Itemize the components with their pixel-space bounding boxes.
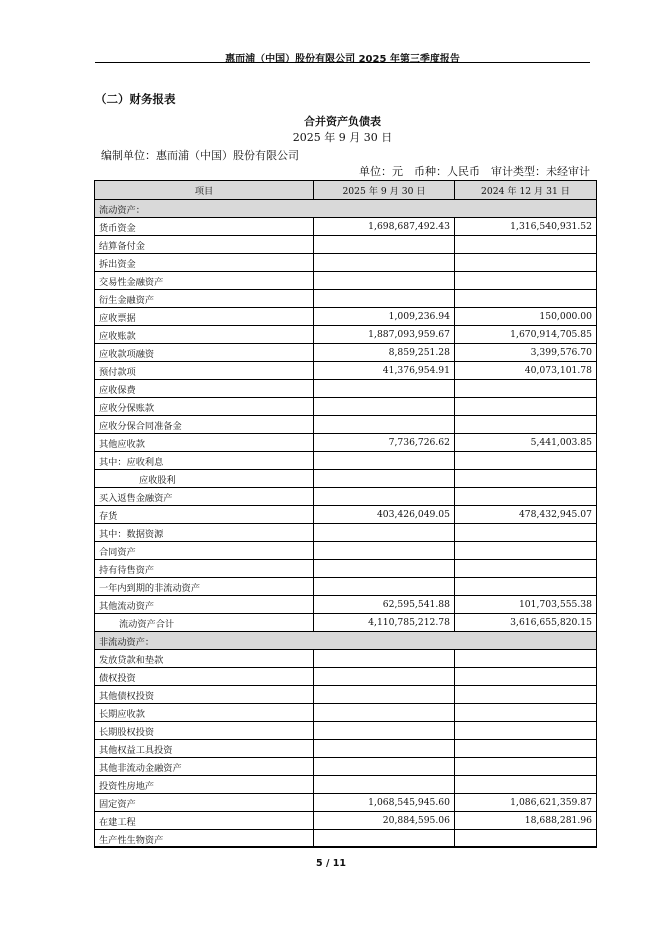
value-2024-12-31: 101,703,555.38: [455, 596, 597, 614]
value-2024-12-31: [455, 380, 597, 398]
table-row: [95, 704, 597, 722]
row-label: 衍生金融资产: [95, 290, 314, 308]
value-2025-09-30: 41,376,954.91: [314, 362, 455, 380]
row-label: 结算备付金: [95, 236, 314, 254]
table-row: [95, 344, 597, 362]
table-row: [95, 632, 597, 650]
table-row: [95, 272, 597, 290]
row-label: 货币资金: [95, 218, 314, 236]
table-row: [95, 452, 597, 470]
table-row: [95, 830, 597, 848]
value-2025-09-30: [314, 524, 455, 542]
row-label: 一年内到期的非流动资产: [95, 578, 314, 596]
row-label: 其他债权投资: [95, 686, 314, 704]
table-row: [95, 416, 597, 434]
table-row: [95, 614, 597, 632]
value-2024-12-31: [455, 776, 597, 794]
value-2024-12-31: [455, 254, 597, 272]
value-2024-12-31: [455, 452, 597, 470]
table-row: [95, 308, 597, 326]
row-label: 其中：数据资源: [95, 524, 314, 542]
value-2024-12-31: 478,432,945.07: [455, 506, 597, 524]
value-2024-12-31: [455, 470, 597, 488]
value-2025-09-30: 403,426,049.05: [314, 506, 455, 524]
table-row: [95, 812, 597, 830]
table-row: [95, 722, 597, 740]
row-label: 其他应收款: [95, 434, 314, 452]
value-2024-12-31: [455, 524, 597, 542]
unit-currency-audit-line: 单位：元 币种：人民币 审计类型：未经审计: [359, 165, 590, 178]
value-2025-09-30: [314, 578, 455, 596]
table-row: [95, 434, 597, 452]
value-2024-12-31: [455, 272, 597, 290]
table-row: [95, 578, 597, 596]
value-2025-09-30: [314, 272, 455, 290]
row-label: 应收保费: [95, 380, 314, 398]
value-2025-09-30: [314, 470, 455, 488]
page-header: 惠而浦（中国）股份有限公司 2025 年第三季度报告: [225, 54, 460, 65]
value-2024-12-31: 40,073,101.78: [455, 362, 597, 380]
table-row: [95, 542, 597, 560]
value-2025-09-30: [314, 722, 455, 740]
value-2024-12-31: 1,670,914,705.85: [455, 326, 597, 344]
row-label: 生产性生物资产: [95, 830, 314, 848]
row-label: 应收账款: [95, 326, 314, 344]
table-row: [95, 290, 597, 308]
value-2024-12-31: [455, 416, 597, 434]
row-label: 合同资产: [95, 542, 314, 560]
value-2024-12-31: 1,316,540,931.52: [455, 218, 597, 236]
table-row: [95, 200, 597, 218]
value-2025-09-30: 4,110,785,212.78: [314, 614, 455, 632]
row-label: 在建工程: [95, 812, 314, 830]
row-label: 买入返售金融资产: [95, 488, 314, 506]
value-2024-12-31: [455, 290, 597, 308]
value-2024-12-31: [455, 488, 597, 506]
section-heading: （二）财务报表: [95, 92, 176, 106]
value-2025-09-30: [314, 686, 455, 704]
table-row: [95, 776, 597, 794]
table-row: [95, 668, 597, 686]
value-2024-12-31: [455, 398, 597, 416]
value-2025-09-30: 20,884,595.06: [314, 812, 455, 830]
row-label: 其他非流动金融资产: [95, 758, 314, 776]
value-2025-09-30: [314, 416, 455, 434]
table-row: [95, 218, 597, 236]
table-row: [95, 560, 597, 578]
statement-title: 合并资产负债表: [304, 115, 381, 128]
value-2024-12-31: [455, 722, 597, 740]
value-2024-12-31: [455, 740, 597, 758]
row-label: 其他权益工具投资: [95, 740, 314, 758]
table-row: [95, 686, 597, 704]
statement-date: 2025 年 9 月 30 日: [292, 131, 393, 144]
column-header-prior: 2024 年 12 月 31 日: [455, 181, 597, 200]
value-2025-09-30: [314, 740, 455, 758]
value-2025-09-30: 7,736,726.62: [314, 434, 455, 452]
value-2025-09-30: [314, 830, 455, 848]
value-2024-12-31: [455, 758, 597, 776]
value-2025-09-30: 1,887,093,959.67: [314, 326, 455, 344]
table-body: [95, 200, 597, 848]
value-2025-09-30: 1,009,236.94: [314, 308, 455, 326]
value-2025-09-30: [314, 254, 455, 272]
value-2024-12-31: [455, 542, 597, 560]
value-2025-09-30: 8,859,251.28: [314, 344, 455, 362]
value-2025-09-30: [314, 758, 455, 776]
row-label: 应收款项融资: [95, 344, 314, 362]
row-label: 发放贷款和垫款: [95, 650, 314, 668]
row-label: 投资性房地产: [95, 776, 314, 794]
table-row: [95, 650, 597, 668]
value-2025-09-30: [314, 290, 455, 308]
row-label: 预付款项: [95, 362, 314, 380]
value-2024-12-31: 18,688,281.96: [455, 812, 597, 830]
row-label: 长期股权投资: [95, 722, 314, 740]
row-label: 存货: [95, 506, 314, 524]
table-row: [95, 596, 597, 614]
row-label: 长期应收款: [95, 704, 314, 722]
value-2024-12-31: 3,616,655,820.15: [455, 614, 597, 632]
row-label: 应收票据: [95, 308, 314, 326]
section-label: 流动资产：: [95, 200, 597, 218]
table-row: [95, 758, 597, 776]
row-label: 应收股利: [95, 470, 314, 488]
value-2025-09-30: [314, 668, 455, 686]
row-label: 其中：应收利息: [95, 452, 314, 470]
row-label: 应收分保合同准备金: [95, 416, 314, 434]
table-row: [95, 794, 597, 812]
value-2025-09-30: [314, 542, 455, 560]
value-2024-12-31: 150,000.00: [455, 308, 597, 326]
row-label: 持有待售资产: [95, 560, 314, 578]
section-label: 非流动资产：: [95, 632, 597, 650]
header-divider: [95, 62, 590, 63]
value-2025-09-30: [314, 380, 455, 398]
value-2025-09-30: [314, 704, 455, 722]
value-2025-09-30: [314, 560, 455, 578]
table-row: [95, 506, 597, 524]
value-2025-09-30: 1,068,545,945.60: [314, 794, 455, 812]
value-2024-12-31: [455, 236, 597, 254]
table-row: [95, 362, 597, 380]
value-2025-09-30: [314, 650, 455, 668]
value-2024-12-31: 5,441,003.85: [455, 434, 597, 452]
balance-sheet-table: [94, 180, 597, 848]
value-2024-12-31: 3,399,576.70: [455, 344, 597, 362]
table-row: [95, 236, 597, 254]
table-row: [95, 524, 597, 542]
column-header-current: 2025 年 9 月 30 日: [314, 181, 455, 200]
value-2024-12-31: [455, 578, 597, 596]
table-row: [95, 488, 597, 506]
value-2025-09-30: [314, 488, 455, 506]
table-header-row: [95, 181, 597, 200]
value-2025-09-30: [314, 236, 455, 254]
table-row: [95, 470, 597, 488]
value-2025-09-30: [314, 776, 455, 794]
value-2024-12-31: [455, 830, 597, 848]
value-2024-12-31: [455, 668, 597, 686]
value-2025-09-30: 62,595,541.88: [314, 596, 455, 614]
value-2024-12-31: [455, 560, 597, 578]
page-number: 5 / 11: [316, 858, 346, 869]
value-2025-09-30: [314, 398, 455, 416]
table-row: [95, 398, 597, 416]
compiling-unit: 编制单位：惠而浦（中国）股份有限公司: [101, 149, 299, 162]
value-2024-12-31: [455, 650, 597, 668]
row-label: 其他流动资产: [95, 596, 314, 614]
row-label: 拆出资金: [95, 254, 314, 272]
table-row: [95, 254, 597, 272]
value-2024-12-31: [455, 686, 597, 704]
row-label: 应收分保账款: [95, 398, 314, 416]
row-label: 流动资产合计: [95, 614, 314, 632]
row-label: 债权投资: [95, 668, 314, 686]
row-label: 固定资产: [95, 794, 314, 812]
table-row: [95, 326, 597, 344]
value-2024-12-31: [455, 704, 597, 722]
column-header-item: 项目: [95, 181, 314, 200]
value-2024-12-31: 1,086,621,359.87: [455, 794, 597, 812]
table-bottom-rule: [94, 846, 596, 847]
value-2025-09-30: 1,698,687,492.43: [314, 218, 455, 236]
row-label: 交易性金融资产: [95, 272, 314, 290]
value-2025-09-30: [314, 452, 455, 470]
table-row: [95, 740, 597, 758]
table-row: [95, 380, 597, 398]
